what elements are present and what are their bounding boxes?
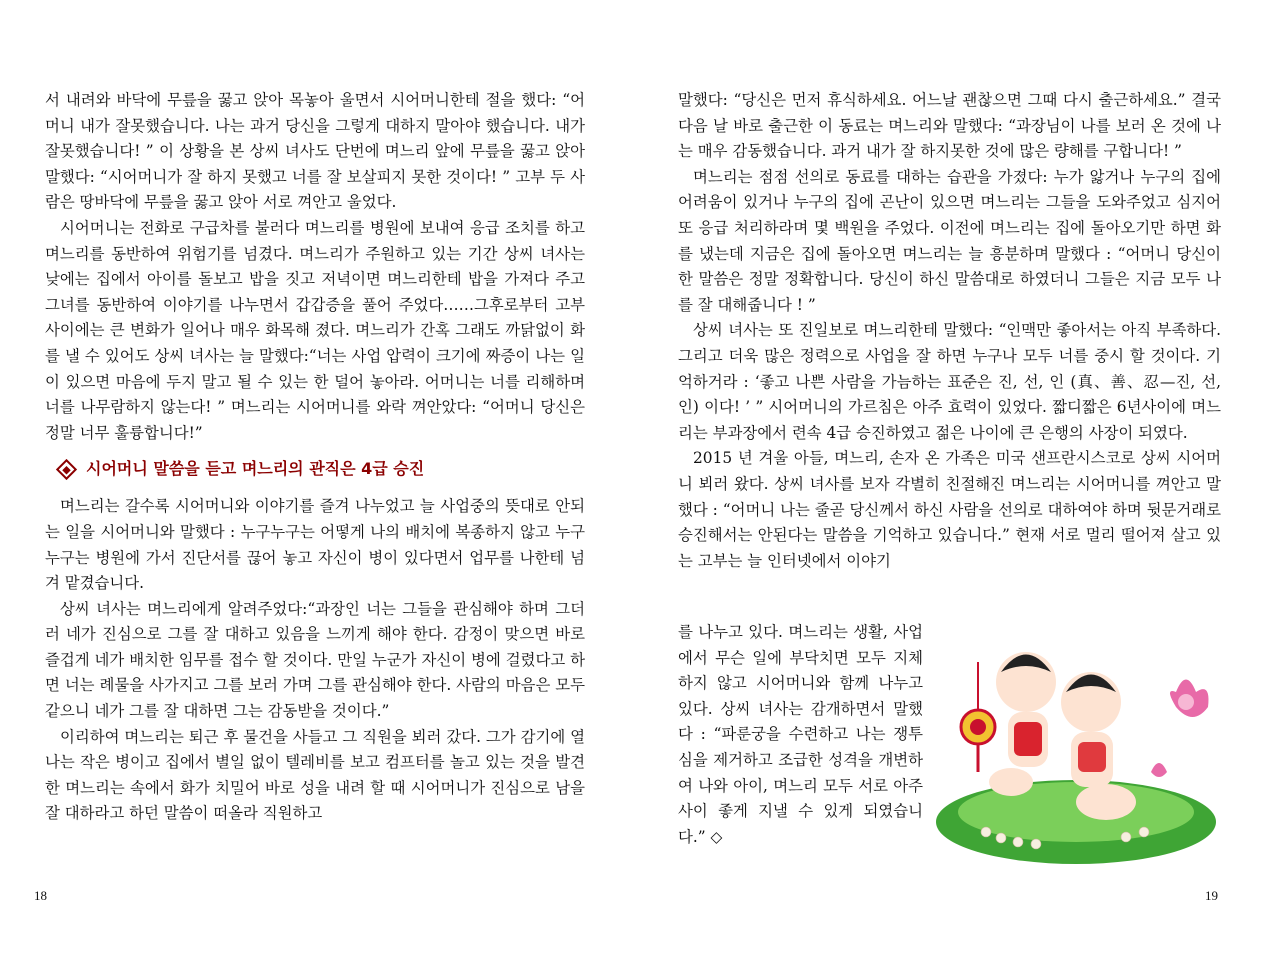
- page-number: 19: [1205, 888, 1218, 903]
- paragraph: 이리하여 며느리는 퇴근 후 물건을 사들고 그 직원을 뵈러 갔다. 그가 감기에 열 나는 작은 병이고 집에서 별일 없이 텔레비를 보고 컴프터를 놀고 있는 것을 발견한 며느리는 속에서 화가 치밀어 바로 성을 내려 할 때 시어머니가 진심으로 남을 잘 대하라고 하던 말씀이 떠올라 직원하고: [45, 727, 585, 823]
- right-text-column-wrapped: [678, 620, 923, 850]
- right-page: [633, 0, 1265, 978]
- paragraph: 며느리는 점점 선의로 동료를 대하는 습관을 가졌다: 누가 앓거나 누구의 집에 어려움이 있거나 누구의 집에 곤난이 있으면 며느리는 그들을 도와주었고 심지어 또 응급 처리하라며 몇 백원을 주었다. 이전에 며느리는 집에 돌아오기만 하면 화를 냈는데 지금은 집에 돌아오면 며느리는 늘 흥분하며 말했다 : “어머니 당신이 한 말씀은 정말 정확합니다. 당신이 하신 말씀대로 하였더니 그들은 지금 모두 나를 잘 대해줍니다 ! ”: [678, 167, 1221, 314]
- lotus-bud-icon: [1151, 763, 1167, 777]
- lantern-ornament-icon: [961, 662, 995, 772]
- right-text-column: [678, 88, 1221, 574]
- paragraph: 상씨 녀사는 또 진일보로 며느리한테 말했다: “인맥만 좋아서는 아직 부족하다. 그리고 더욱 많은 정력으로 사업을 잘 하면 누구나 모두 너를 중시 할 것이다. 기억하거라 : ‘좋고 나쁜 사람을 가늠하는 표준은 진, 선, 인 (真、善、忍—진, 선, 인) 이다! ’ ” 시어머니의 가르침은 아주 효력이 있었다. 짧디짧은 6년사이에 며느리는 부과장에서 련속 4급 승진하였고 젊은 나이에 큰 은행의 사장이 되였다.: [678, 321, 1221, 442]
- paragraph: 시어머니는 전화로 구급차를 불러다 며느리를 병원에 보내여 응급 조치를 하고 며느리를 동반하여 위험기를 넘겼다. 며느리가 주원하고 있는 기간 상씨 녀사는 낮에는 집에서 아이를 돌보고 밥을 짓고 저녁이면 며느리한테 밥을 가져다 주고 그녀를 동반하여 이야기를 나누면서 갑갑증을 풀어 주었다……그후로부터 고부 사이에는 큰 변화가 일어나 매우 화목해 졌다. 며느리가 간혹 그래도 까닭없이 화를 낼 수 있어도 상씨 녀사는 늘 말했다:“너는 사업 압력이 크기에 짜증이 나는 일이 있으면 마음에 두지 말고 될 수 있는 한 덜어 놓아라. 어머니는 너를 리해하며 너를 나무람하지 않는다! ” 며느리는 시어머니를 와락 껴안았다: “어머니 당신은 정말 너무 훌륭합니다!”: [45, 218, 585, 442]
- paragraph: 서 내려와 바닥에 무릎을 꿇고 앉아 목놓아 울면서 시어머니한테 절을 했다: “어머니 내가 잘못했습니다. 나는 과거 당신을 그렇게 대하지 말아야 했습니다. 내가 잘못했습니다! ” 이 상황을 본 상씨 녀사도 단번에 며느리 앞에 무릎을 꿇고 앉아 말했다: “시어머니가 잘 하지 못했고 너를 잘 보살피지 못한 것이다! ” 고부 두 사람은 땅바닥에 무릎을 꿇고 앉아 서로 껴안고 울었다.: [45, 91, 585, 212]
- diamond-bullet-icon: [56, 459, 77, 480]
- paragraph: 상씨 녀사는 며느리에게 알려주었다:“과장인 너는 그들을 관심해야 하며 그더러 네가 진심으로 그를 잘 대하고 있음을 느끼게 해야 한다. 감정이 맞으면 바로 즐겁게 네가 배치한 임무를 접수 할 것이다. 만일 누군가 자신이 병에 걸렸다고 하면 너는 례물을 사가지고 그를 보러 가며 그를 관심해야 한다. 사람의 마음은 모두 같으니 네가 그를 잘 대하면 그는 감동받을 것이다.”: [45, 599, 585, 721]
- lotus-leaf-highlight: [958, 782, 1194, 842]
- child-left: [989, 652, 1056, 796]
- section-heading-text: 시어머니 말씀을 듣고 며느리의 관직은 4급 승진: [86, 459, 425, 479]
- paragraph: 며느리는 갈수록 시어머니와 이야기를 즐겨 나누었고 늘 사업중의 뜻대로 안되는 일을 시어머니와 말했다 : 누구누구는 어떻게 나의 배치에 복종하지 않고 누구누구는 병원에 가서 진단서를 끊어 놓고 자신이 병이 있다면서 업무를 나한테 넘겨 맡겼습니다.: [45, 497, 585, 593]
- section-heading: [45, 456, 585, 482]
- lotus-flower-icon: [1170, 680, 1209, 718]
- children-on-lotus-illustration: [926, 632, 1226, 872]
- left-page: [0, 0, 632, 978]
- paragraph: 를 나누고 있다. 며느리는 생활, 사업에서 무슨 일에 부닥치면 모두 지체하지 않고 시어머니와 함께 나누고 있다. 상씨 녀사는 감개하면서 말했다 : “파룬궁을 수련하고 나는 쟁투심을 제거하고 조급한 성격을 개변하여 나와 아이, 며느리 모두 서로 아주 사이 좋게 지낼 수 있게 되였습니다.” ◇: [678, 623, 923, 846]
- paragraph: 말했다: “당신은 먼저 휴식하세요. 어느날 괜찮으면 그때 다시 출근하세요.” 결국 다음 날 바로 출근한 이 동료는 며느리와 말했다: “과장님이 나를 보러 온 것에 나는 매우 감동했습니다. 과거 내가 잘 하지못한 것에 많은 량해를 구합니다! ”: [678, 91, 1221, 161]
- left-text-column: [45, 88, 585, 827]
- page-number: 18: [34, 888, 47, 903]
- paragraph: 2015 년 겨울 아들, 며느리, 손자 온 가족은 미국 샌프란시스코로 상씨 시어머니 뵈러 왔다. 상씨 녀사를 보자 각별히 친절해진 며느리는 시어머니를 껴안고 말했다 : “어머니 나는 줄곧 당신께서 하신 사람을 선의로 대하여야 하며 뒷문거래로 승진해서는 안된다는 말씀을 기억하고 있습니다.” 현재 서로 멀리 떨어져 살고 있는 고부는 늘 인터넷에서 이야기: [678, 449, 1221, 570]
